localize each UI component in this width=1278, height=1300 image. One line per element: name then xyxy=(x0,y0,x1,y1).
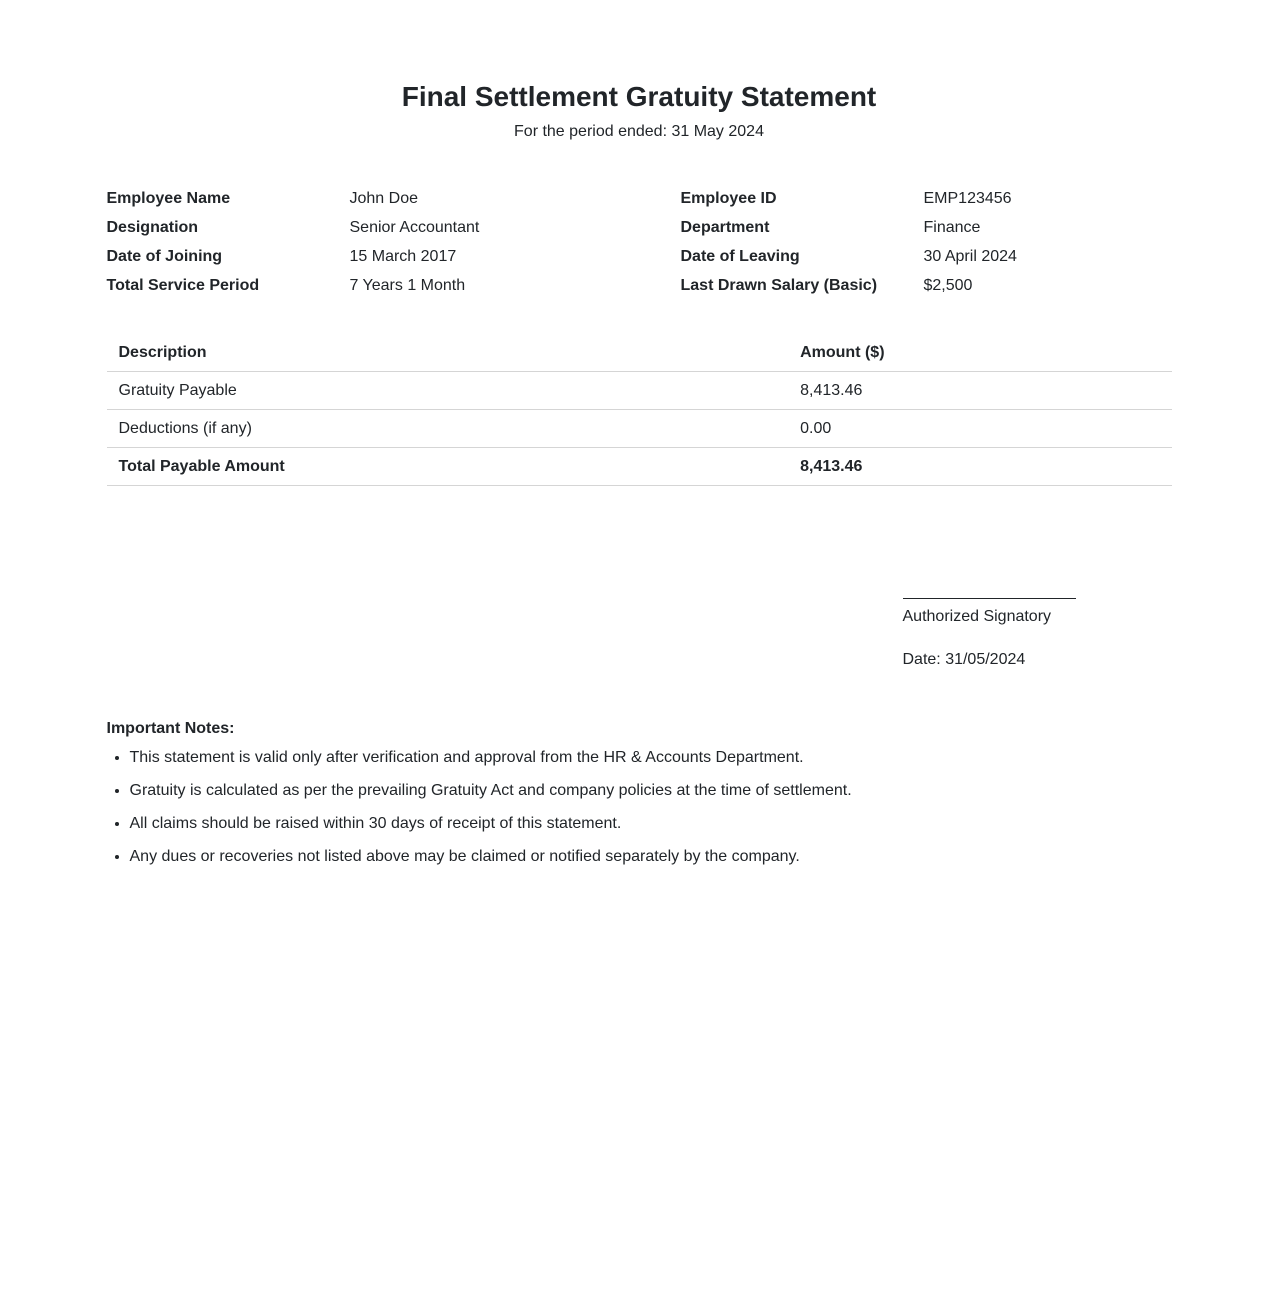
page-title: Final Settlement Gratuity Statement xyxy=(401,81,877,112)
employee-info-right-column xyxy=(681,188,1172,304)
row-amount: 8,413.46 xyxy=(788,372,1171,410)
note-item: • All claims should be raised within 30 days of receipt of this statement. xyxy=(130,813,1172,834)
table-row-total-payable xyxy=(107,448,1172,486)
row-amount: 0.00 xyxy=(788,410,1171,448)
field-value: EMP123456 xyxy=(923,190,1012,207)
field-employee-name xyxy=(107,188,639,209)
employee-info-grid xyxy=(107,188,1172,304)
note-item: • This statement is valid only after verification and approval from the HR & Accounts Department. xyxy=(130,747,1172,768)
notes-list xyxy=(107,747,1172,867)
field-value: Finance xyxy=(923,219,981,236)
table-header-amount: Amount ($) xyxy=(788,334,1171,372)
employee-info-left-column xyxy=(107,188,639,304)
row-description: Gratuity Payable xyxy=(107,372,789,410)
field-label: Date of Joining xyxy=(106,248,223,265)
table-header-description: Description xyxy=(107,334,789,372)
signature-line xyxy=(903,598,1076,599)
field-value: John Doe xyxy=(349,190,418,207)
row-description: Total Payable Amount xyxy=(107,448,789,486)
field-value: 7 Years 1 Month xyxy=(349,277,466,294)
signature-date: Date: 31/05/2024 xyxy=(902,651,1026,668)
note-item: • Any dues or recoveries not listed above may be claimed or notified separately by the company. xyxy=(130,846,1172,867)
field-total-service-period xyxy=(107,275,639,296)
page-subtitle: For the period ended: 31 May 2024 xyxy=(514,123,764,140)
signature-block xyxy=(903,598,1172,670)
note-item: • Gratuity is calculated as per the prevailing Gratuity Act and company policies at the time of settlement. xyxy=(130,780,1172,801)
row-amount: 8,413.46 xyxy=(788,448,1171,486)
row-description: Deductions (if any) xyxy=(107,410,789,448)
signature-label: Authorized Signatory xyxy=(902,608,1052,625)
field-department xyxy=(681,217,1172,238)
gratuity-statement-page xyxy=(107,0,1172,867)
field-label: Total Service Period xyxy=(106,277,260,294)
field-value: Senior Accountant xyxy=(349,219,480,236)
notes-heading: Important Notes: xyxy=(106,720,235,737)
field-last-drawn-salary xyxy=(681,275,1172,296)
field-date-of-leaving xyxy=(681,246,1172,267)
table-header-row xyxy=(107,334,1172,372)
field-date-of-joining xyxy=(107,246,639,267)
field-employee-id xyxy=(681,188,1172,209)
settlement-table xyxy=(107,334,1172,486)
table-row-deductions xyxy=(107,410,1172,448)
table-row-gratuity-payable xyxy=(107,372,1172,410)
field-value: 15 March 2017 xyxy=(349,248,457,265)
field-value: $2,500 xyxy=(923,277,973,294)
field-value: 30 April 2024 xyxy=(923,248,1017,265)
field-label: Date of Leaving xyxy=(680,248,800,265)
field-label: Designation xyxy=(106,219,199,236)
field-designation xyxy=(107,217,639,238)
field-label: Last Drawn Salary (Basic) xyxy=(680,277,878,294)
field-label: Employee Name xyxy=(106,190,231,207)
field-label: Employee ID xyxy=(680,190,777,207)
field-label: Department xyxy=(680,219,770,236)
